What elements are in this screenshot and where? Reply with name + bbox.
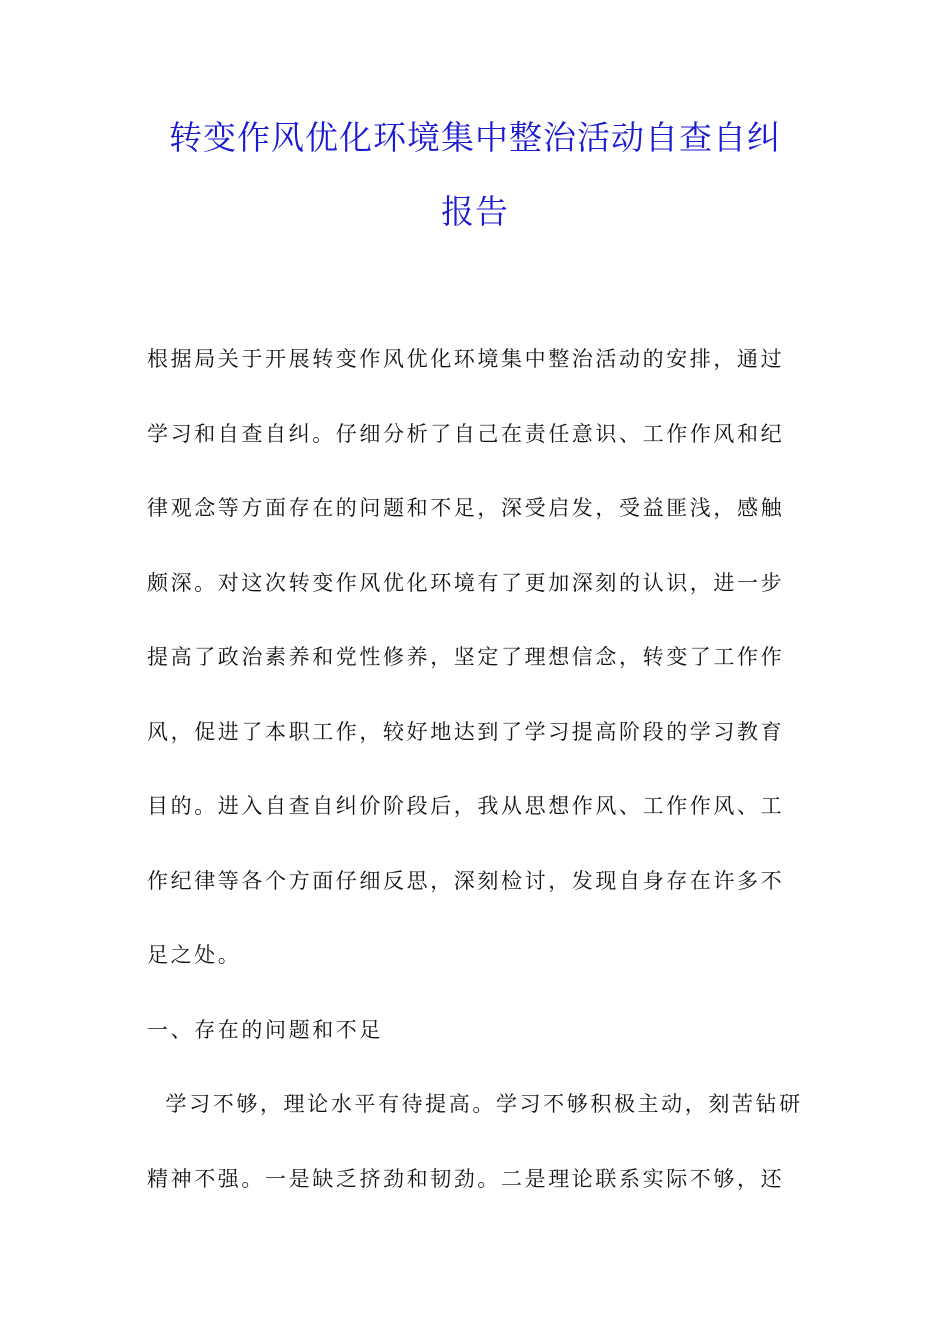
title-line-2: 报告 <box>441 192 509 231</box>
body-line: 精神不强。一是缺乏挤劲和韧劲。二是理论联系实际不够，还 <box>147 1166 785 1191</box>
section-heading: 一、存在的问题和不足 <box>147 1017 383 1042</box>
body-line: 学习不够，理论水平有待提高。学习不够积极主动，刻苦钻研 <box>147 1092 803 1116</box>
body-line: 风，促进了本职工作，较好地达到了学习提高阶段的学习教育 <box>147 719 785 744</box>
body-line: 足之处。 <box>147 943 242 967</box>
body-line: 颇深。对这次转变作风优化环境有了更加深刻的认识，进一步 <box>147 570 785 595</box>
body-line: 提高了政治素养和党性修养，坚定了理想信念，转变了工作作 <box>147 645 785 669</box>
body-line: 目的。进入自查自纠价阶段后，我从思想作风、工作作风、工 <box>147 794 785 818</box>
title-line-1: 转变作风优化环境集中整治活动自查自纠 <box>169 118 781 157</box>
body-line: 作纪律等各个方面仔细反思，深刻检讨，发现自身存在许多不 <box>147 868 785 893</box>
document-title <box>0 118 950 232</box>
body-line: 律观念等方面存在的问题和不足，深受启发，受益匪浅，感触 <box>147 496 785 520</box>
body-line: 学习和自查自纠。仔细分析了自己在责任意识、工作作风和纪 <box>147 421 785 446</box>
body-line: 根据局关于开展转变作风优化环境集中整治活动的安排，通过 <box>147 347 785 371</box>
document-body <box>147 338 807 1232</box>
